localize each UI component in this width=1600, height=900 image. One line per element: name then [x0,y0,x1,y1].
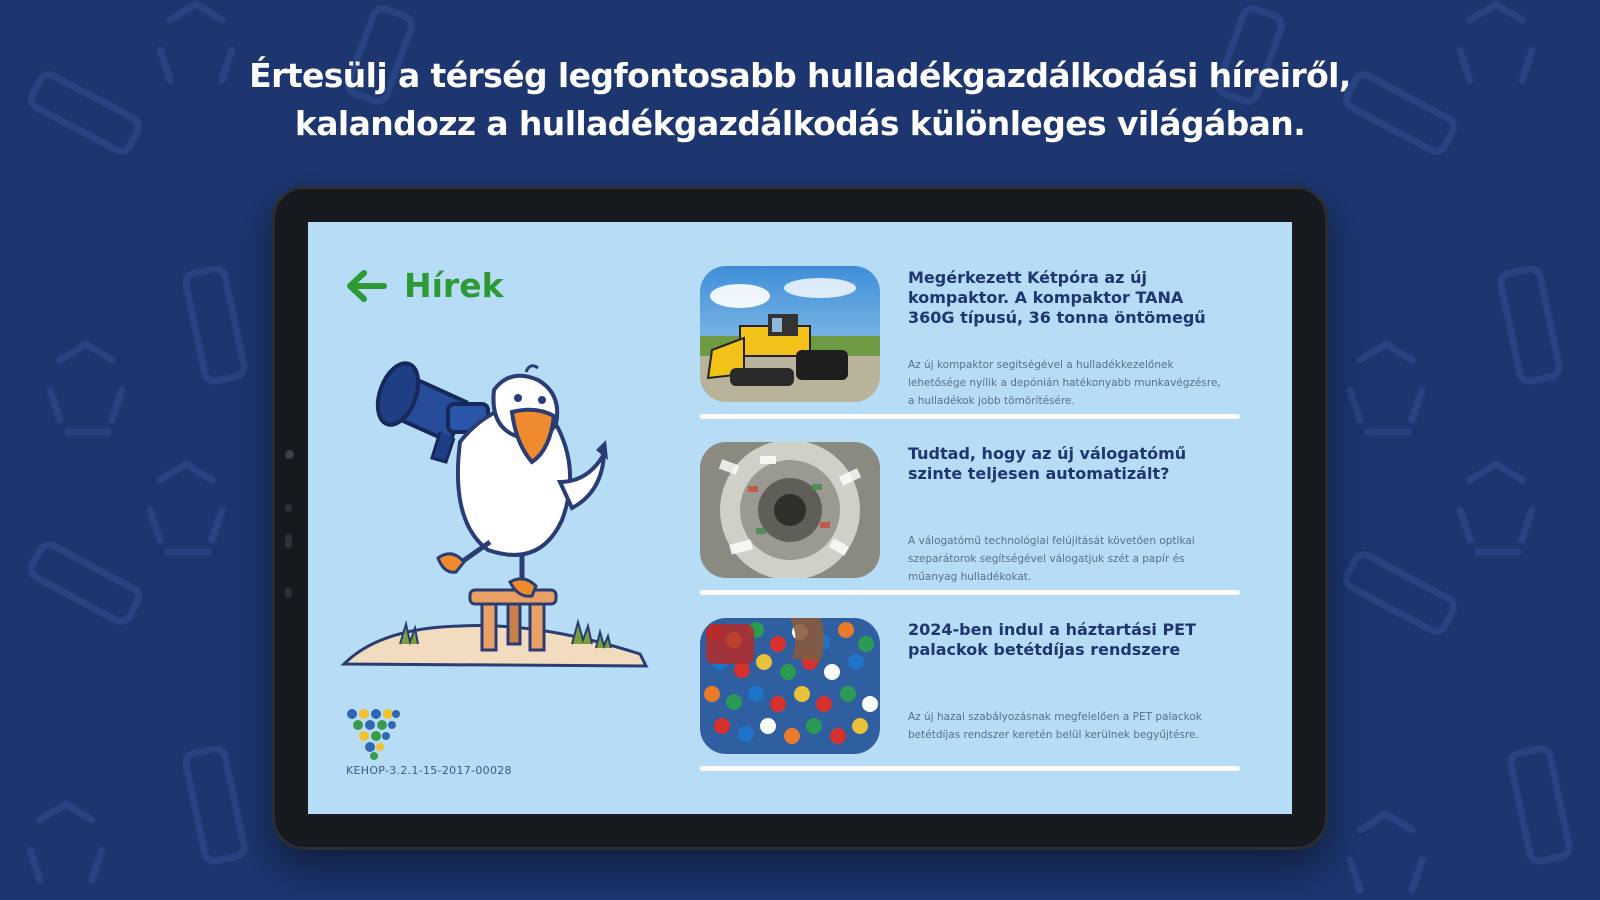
pelican-mascot-illustration [340,332,650,672]
project-code: KEHOP-3.2.1-15-2017-00028 [346,764,512,777]
divider [700,766,1240,771]
news-item[interactable] [700,618,1240,774]
page-title: Hírek [404,266,504,305]
divider [700,414,1240,419]
divider [700,590,1240,595]
news-title: Tudtad, hogy az új válogatómű szinte teljesen automatizált? [908,444,1187,483]
news-list [700,266,1240,794]
tablet-frame [272,186,1328,850]
news-title: 2024-ben indul a háztartási PET palackok betétdíjas rendszere [908,620,1197,659]
tablet-button [285,534,292,548]
promo-headline-line1: Értesülj a térség legfontosabb hulladékgazdálkodási híreiről, [249,56,1351,95]
news-description: Az új hazai szabályozásnak megfelelően a PET palackok betétdíjas rendszer keretén belül kerülnek begyűjtésre. [908,711,1202,741]
page-header [344,266,504,305]
news-description: Az új kompaktor segítségével a hulladékkezelőnek lehetősége nyílik a depónián hatékonyabb munkavégzésre, a hulladékok jobb tömörítésére. [908,359,1221,407]
news-item[interactable] [700,266,1240,422]
tablet-button [285,588,292,598]
tablet-button [285,504,292,512]
compactor-photo [700,266,880,402]
bottle-caps-photo [700,618,880,754]
tablet-camera [285,450,294,459]
promo-headline [0,52,1600,148]
paper-waste-photo [700,442,880,578]
funding-logo [346,708,402,760]
back-arrow-icon[interactable] [344,268,388,304]
news-description: A válogatómű technológiai felújítását követően optikai szeparátorok segítségével válogatjuk szét a papír és műanyag hulladékokat. [908,535,1195,583]
app-screen [308,222,1292,814]
news-title: Megérkezett Kétpóra az új kompaktor. A kompaktor TANA 360G típusú, 36 tonna öntömegű [908,268,1206,327]
news-item[interactable] [700,442,1240,598]
promo-headline-line2: kalandozz a hulladékgazdálkodás különleges világában. [294,104,1306,143]
